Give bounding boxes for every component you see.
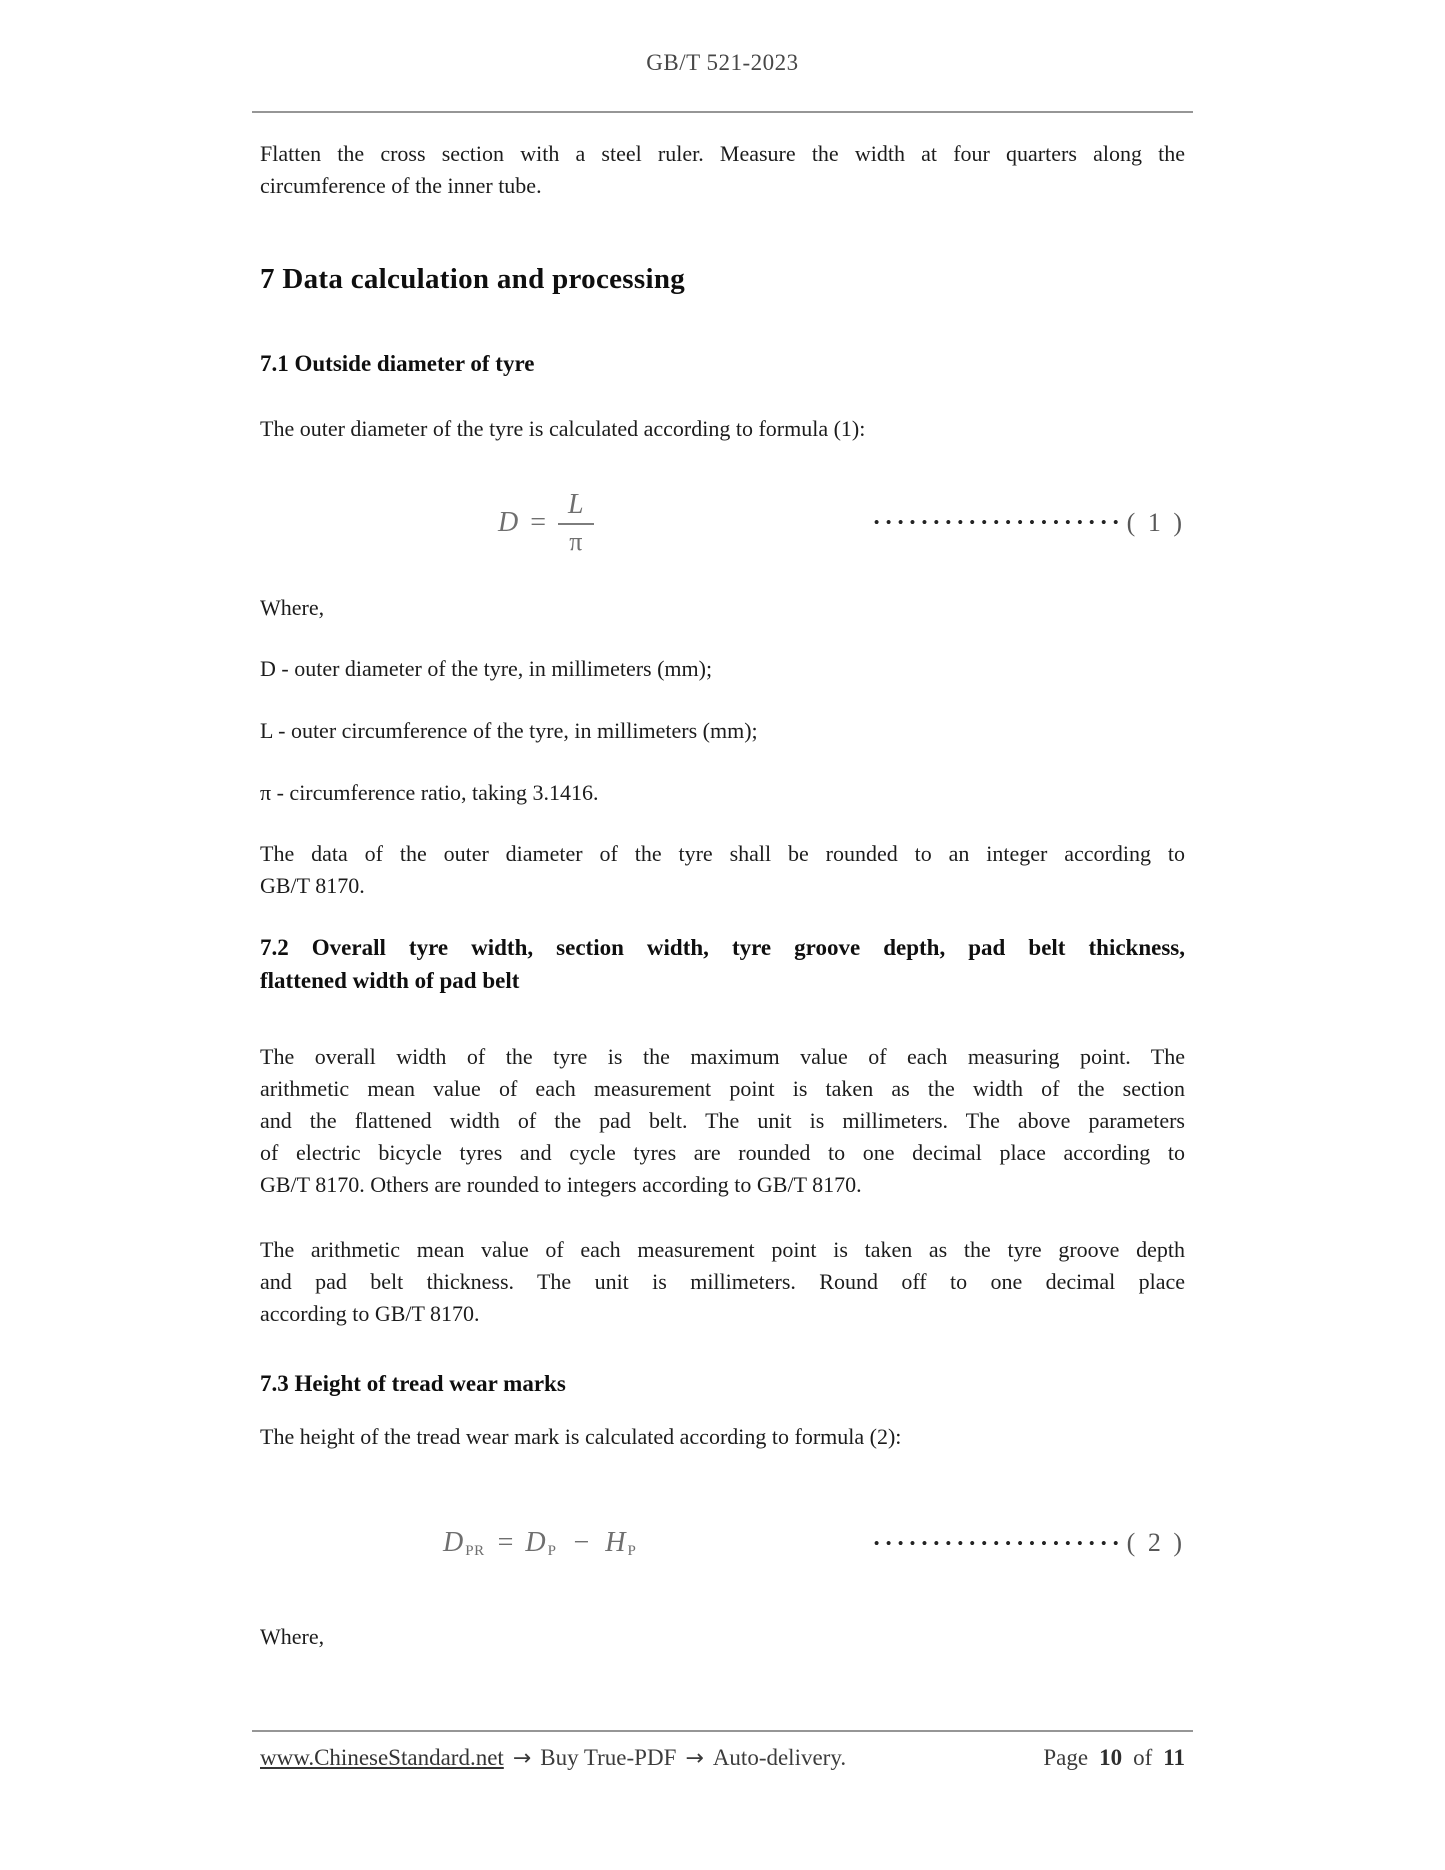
footer-delivery-text: Auto-delivery. — [712, 1745, 847, 1770]
section-73-title: 7.3 Height of tread wear marks — [260, 1371, 566, 1396]
rounding-note — [260, 838, 1185, 902]
paragraph-line: The arithmetic mean value of each measurement point is taken as the tyre groove depth — [260, 1237, 1185, 1262]
paragraph-line: according to GB/T 8170. — [260, 1301, 480, 1326]
of-label: of — [1133, 1745, 1153, 1770]
formula-1-leader — [874, 508, 1185, 538]
intro-line: circumference of the inner tube. — [260, 173, 542, 198]
paragraph-line: The overall width of the tyre is the maximum value of each measuring point. The — [260, 1044, 1185, 1069]
footer-left — [260, 1745, 846, 1771]
formula-2-equals: = — [497, 1527, 514, 1558]
formula-1-row — [260, 470, 1185, 575]
rounding-note-line: The data of the outer diameter of the tyre shall be rounded to an integer according to — [260, 841, 1185, 866]
page-label: Page — [1043, 1745, 1089, 1770]
equation-2-number: ( 2 ) — [1126, 1528, 1185, 1557]
section-72-title — [260, 931, 1185, 997]
intro-line: Flatten the cross section with a steel ruler. Measure the width at four quarters along the — [260, 141, 1185, 166]
formula-2-subtrahend: H — [605, 1527, 626, 1558]
section-71-lead: The outer diameter of the tyre is calculated according to formula (1): — [260, 416, 866, 441]
section-72-paragraph-2 — [260, 1234, 1185, 1330]
footer-website-link[interactable]: www.ChineseStandard.net — [260, 1745, 504, 1770]
definition-pi: π - circumference ratio, taking 3.1416. — [260, 780, 599, 805]
section-73-lead: The height of the tread wear mark is calculated according to formula (2): — [260, 1424, 902, 1449]
formula-1-equals: = — [530, 506, 547, 538]
formula-2-leader — [874, 1528, 1185, 1558]
paragraph-line: of electric bicycle tyres and cycle tyres are rounded to one decimal place according to — [260, 1140, 1185, 1165]
fraction-denominator: π — [569, 526, 583, 556]
rounding-note-line: GB/T 8170. — [260, 873, 365, 898]
arrow-right-icon: → — [685, 1746, 704, 1771]
fraction-numerator: L — [558, 490, 594, 524]
section-7-title: 7 Data calculation and processing — [260, 263, 686, 295]
footer-rule — [252, 1730, 1193, 1732]
formula-2-lhs-subscript: PR — [465, 1542, 485, 1559]
definition-l: L - outer circumference of the tyre, in millimeters (mm); — [260, 718, 758, 743]
formula-2-minus-operator: − — [573, 1527, 590, 1558]
where-label-2: Where, — [260, 1624, 325, 1649]
formula-2-lhs: D — [443, 1527, 464, 1558]
section-71-title: 7.1 Outside diameter of tyre — [260, 351, 535, 376]
formula-2-minuend: D — [525, 1527, 546, 1558]
formula-2 — [443, 1527, 637, 1559]
intro-paragraph — [260, 138, 1185, 202]
paragraph-line: and pad belt thickness. The unit is millimeters. Round off to one decimal place — [260, 1269, 1185, 1294]
header-rule — [252, 111, 1193, 113]
where-label-1: Where, — [260, 595, 325, 620]
formula-2-row — [260, 1505, 1185, 1581]
leader-dots: ••••••••••••••••••••• — [873, 1533, 1125, 1553]
page-current: 10 — [1099, 1745, 1123, 1770]
arrow-right-icon: → — [512, 1746, 532, 1771]
paragraph-line: GB/T 8170. Others are rounded to integers according to GB/T 8170. — [260, 1172, 862, 1197]
formula-1-lhs: D — [498, 506, 519, 538]
definition-d: D - outer diameter of the tyre, in millimeters (mm); — [260, 656, 713, 681]
page-indicator — [1043, 1745, 1185, 1771]
footer-buy-text: Buy True-PDF — [540, 1745, 677, 1770]
leader-dots: ••••••••••••••••••••• — [873, 513, 1125, 532]
formula-2-minuend-subscript: P — [547, 1542, 557, 1559]
section-72-paragraph-1 — [260, 1041, 1185, 1201]
formula-2-subtrahend-subscript: P — [627, 1542, 637, 1559]
page-footer — [260, 1745, 1185, 1771]
section-72-title-line: flattened width of pad belt — [260, 968, 520, 993]
formula-1 — [498, 490, 594, 555]
paragraph-line: and the flattened width of the pad belt. The unit is millimeters. The above parameters — [260, 1108, 1185, 1133]
equation-1-number: ( 1 ) — [1126, 507, 1185, 537]
page-total: 11 — [1163, 1745, 1185, 1770]
section-72-title-line: 7.2 Overall tyre width, section width, tyre groove depth, pad belt thickness, — [260, 935, 1185, 960]
doc-number-header: GB/T 521-2023 — [646, 50, 799, 75]
paragraph-line: arithmetic mean value of each measurement point is taken as the width of the section — [260, 1076, 1185, 1101]
fraction — [558, 490, 594, 555]
